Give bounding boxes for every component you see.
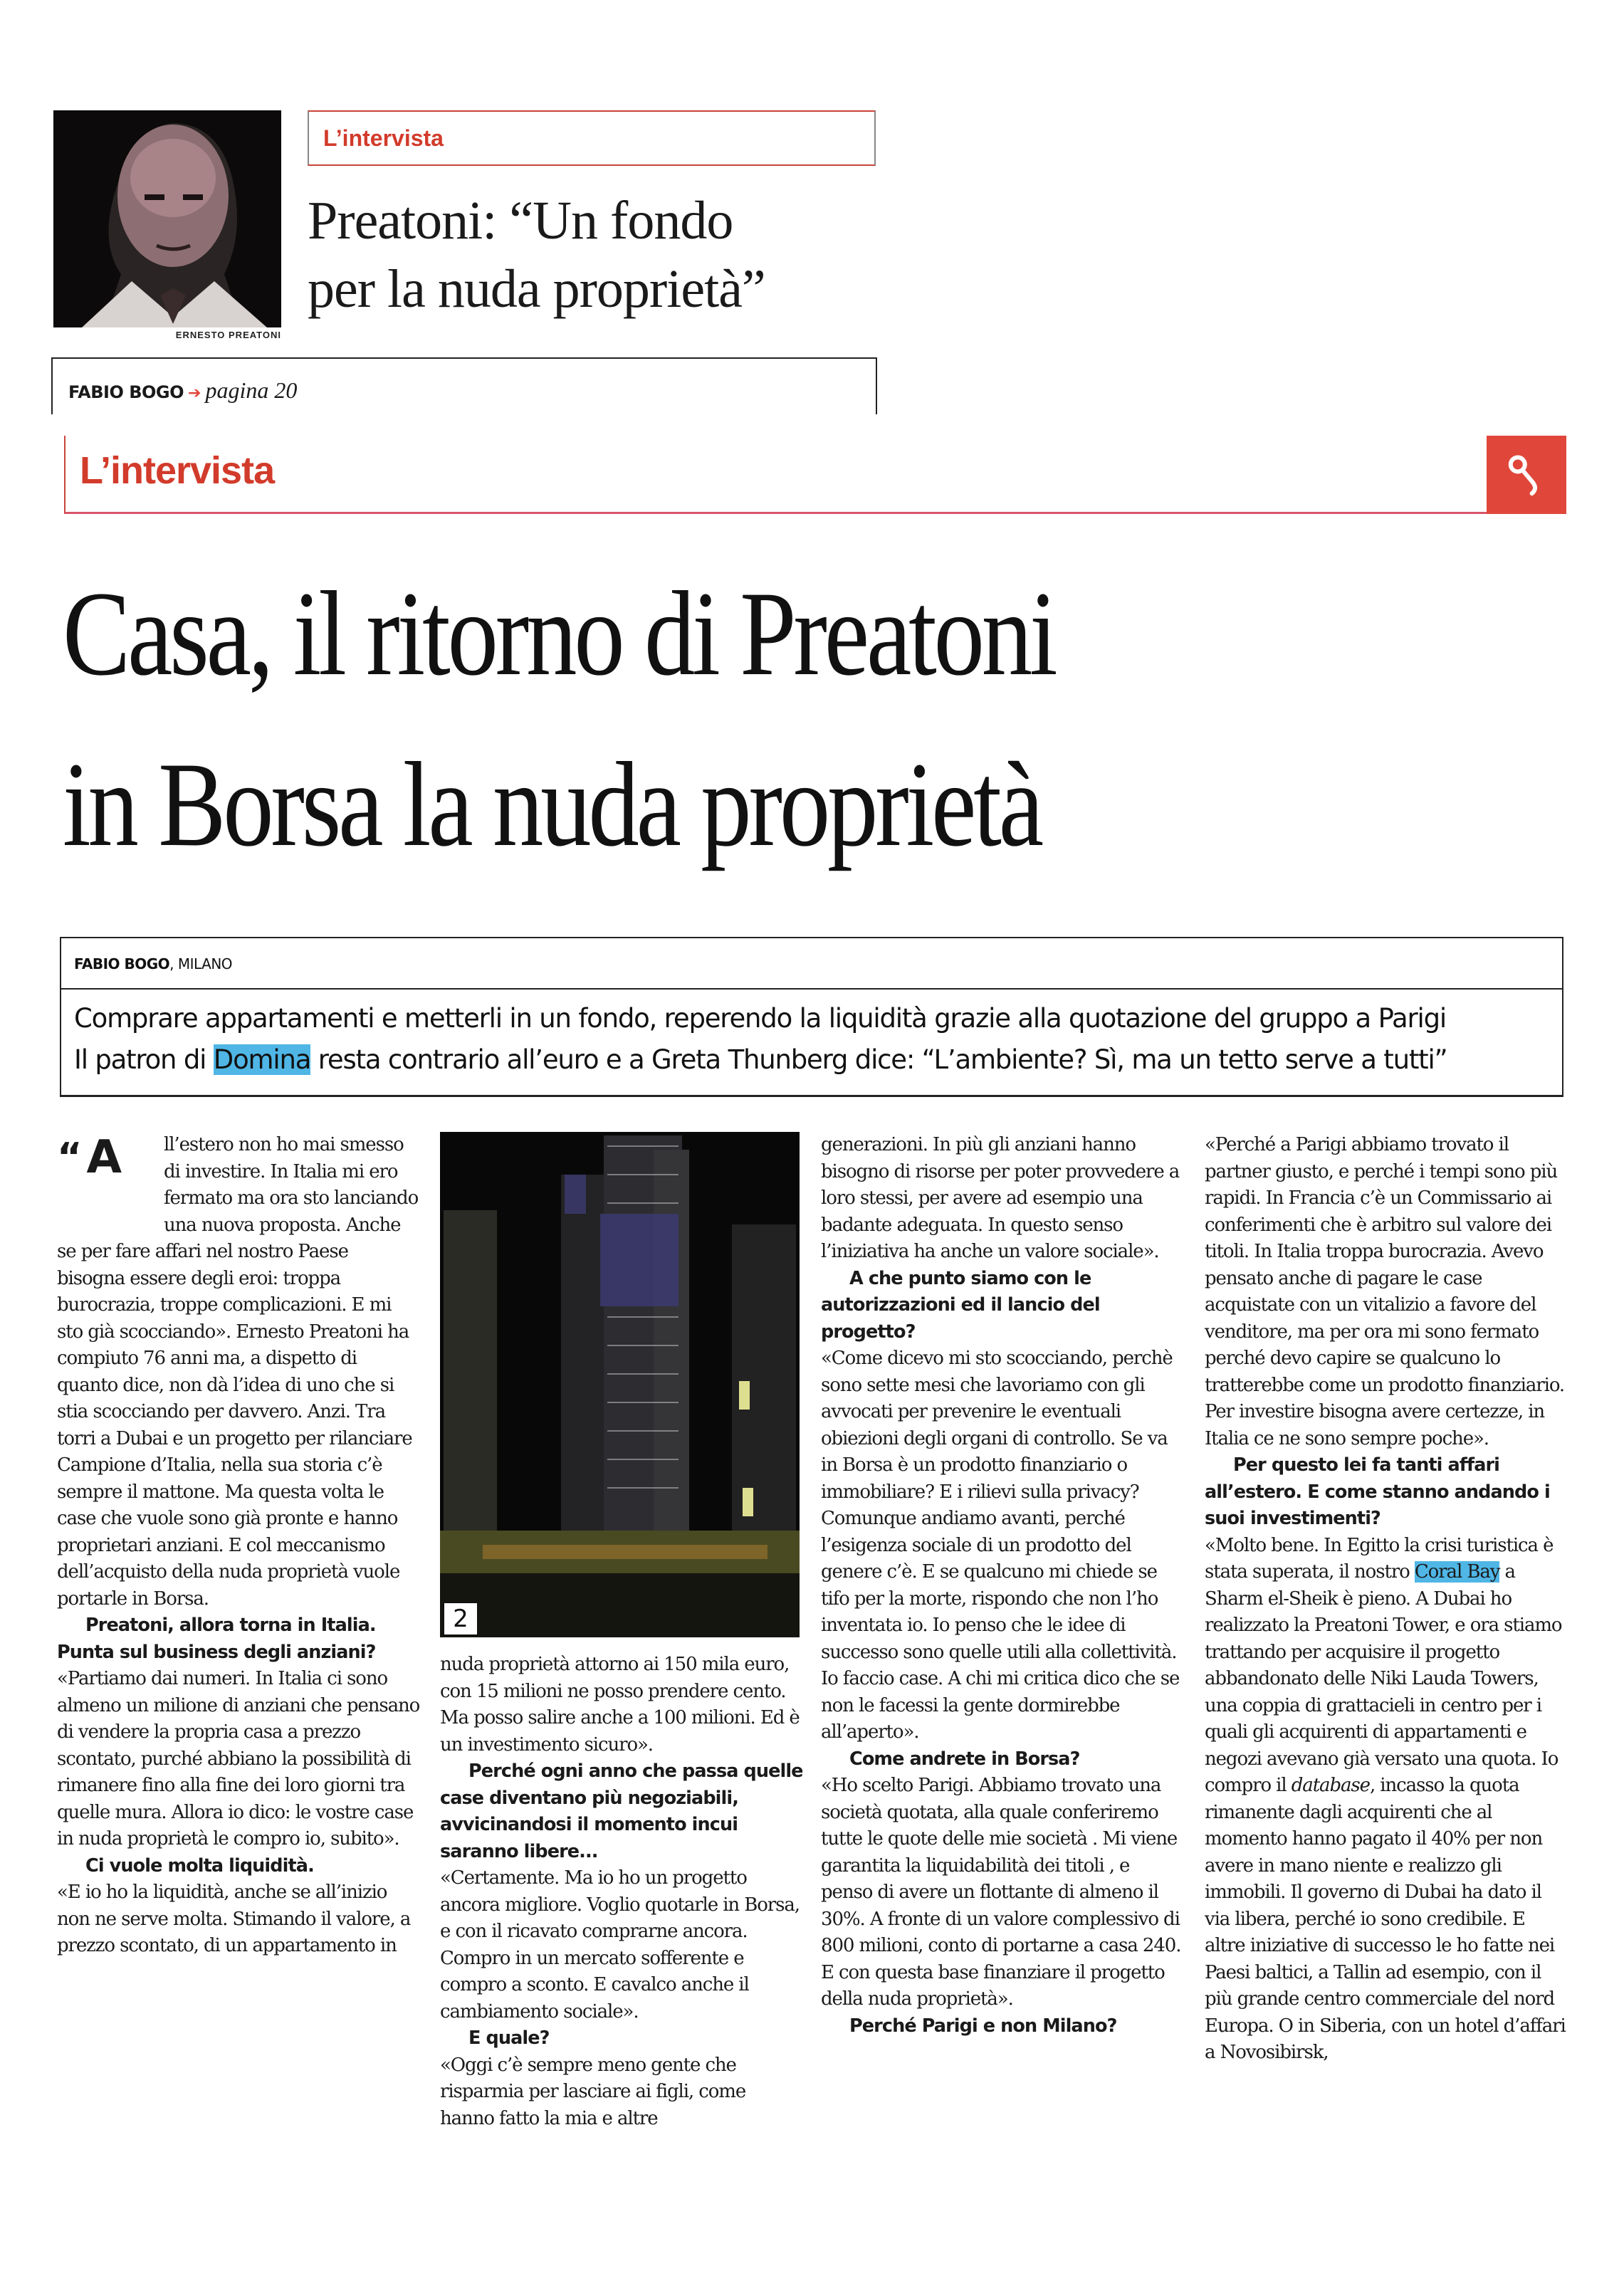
article-column-4 (1205, 1132, 1568, 2067)
arrow-right-icon: ➔ (188, 384, 201, 402)
main-headline (63, 548, 1348, 890)
byline-location: , MILANO (169, 955, 233, 972)
section-badge (1487, 436, 1566, 514)
section-label: L’intervista (80, 449, 275, 492)
headline-line-1: Casa, il ritorno di Preatoni (63, 567, 1055, 701)
interview-answer: «Certamente. Ma io ho un progetto ancora migliore. Voglio quotarle in Borsa, e con il ricavato comprarne ancora. Compro in un mercato sofferente e compro a sconto. E cavalco anche il cambiamento sociale». (440, 1867, 800, 2022)
summary-text: resta contrario all’euro e a Greta Thunberg dice: “L’ambiente? Sì, ma un tetto serve a tutti” (310, 1044, 1447, 1075)
interview-question: E quale? (468, 2027, 550, 2049)
interview-question: Preatoni, allora torna in Italia. Punta sul business degli anziani? (57, 1615, 376, 1663)
interview-answer: «Oggi c’è sempre meno gente che risparmia per lasciare ai figli, come hanno fatto la mia e altre (440, 2054, 746, 2129)
interview-question: A che punto siamo con le autorizzazioni ed il lancio del progetto? (821, 1267, 1100, 1343)
article-column-3 (821, 1132, 1184, 2040)
interview-answer: «E io ho la liquidità, anche se all’inizio non ne serve molta. Stimando il valore, a prezzo scontato, di un appartamento in (57, 1882, 411, 1956)
interview-answer: «Come dicevo mi sto scocciando, perchè sono sette mesi che lavoriamo con gli avvocati per prevenire le eventuali obiezioni degli organi di controllo. Se va in Borsa è un prodotto finanziario o immobiliare? E i rilievi sulla privacy? Comunque andiamo avanti, perché l’esigenza sociale di un prodotto del genere c’è. E se qualcuno mi chiede se tifo per la morte, rispondo che non l’ho inventata io. Io penso che le idee di successo sono quelle utili alla collettività. Io faccio case. A chi mi critica dico che se non le facessi la gente dormirebbe all’aperto». (821, 1348, 1180, 1743)
interview-answer: nuda proprietà attorno ai 150 mila euro, con 15 milioni ne posso prendere cento. Ma posso salire anche a 100 milioni. Ed è un investimento sicuro». (440, 1654, 800, 1756)
answer-text: a Sharm el-Sheik è pieno. A Dubai ho realizzato la Preatoni Tower, e ora stiamo trattando per acquisire il progetto abbandonato delle Niki Lauda Towers, una coppia di grattacieli in centro per i quali gli acquirenti di appartamenti e negozi avevano già versato una quota. Io compro il (1205, 1561, 1562, 1796)
headline-line-2: in Borsa la nuda proprietà (63, 738, 1041, 871)
teaser-byline[interactable] (68, 377, 297, 404)
article-byline (74, 955, 232, 972)
summary-line-1: Comprare appartamenti e metterli in un fondo, reperendo la liquidità grazie alla quotazione del gruppo a Parigi (74, 1003, 1446, 1034)
open-quote-mark: “ (57, 1135, 83, 1180)
interview-question: Ci vuole molta liquidità. (85, 1854, 314, 1877)
summary-text: Il patron di (74, 1044, 214, 1075)
teaser-title[interactable] (308, 187, 891, 323)
drop-cap-letter: A (86, 1131, 122, 1184)
teaser-author: FABIO BOGO (68, 382, 184, 402)
interview-answer: «Perché a Parigi abbiamo trovato il partner giusto, e perché i tempi sono più rapidi. In Francia c’è un Commissario ai conferimenti che è arbitro sul valore dei titoli. In Italia troppa burocrazia. Avevo pensato anche di pagare le case acquistate con un vitalizio a favore del venditore, ma per ora mi sono fermato perché devo capire se qualcuno lo tratterebbe come un prodotto finanziario. Per investire bisogna avere certezze, in Italia ce ne sono sempre poche». (1205, 1134, 1565, 1449)
italic-term: database (1291, 1775, 1370, 1796)
page-reference-link[interactable]: pagina 20 (205, 377, 298, 403)
interview-answer: generazioni. In più gli anziani hanno bisogno di risorse per poter provvedere a loro stessi, per avere ad esempio una badante adeguata. In questo senso l’iniziativa ha anche un valore sociale». (821, 1134, 1180, 1262)
section-header-bar (64, 436, 1565, 514)
lead-paragraph (57, 1132, 420, 1612)
answer-text: , incasso la quota rimanente dagli acquirenti che al momento hanno pagato il 40% per non avere in mano niente e realizzo gli immobili. Il governo di Dubai ha dato il via libera, perché io sono credibile. E altre iniziative di successo le ho fatte nei Paesi baltici, a Tallin ad esempio, con il più grande centro commerciale del nord Europa. O in Siberia, con un hotel d’affari a Novosibirsk, (1205, 1775, 1566, 2063)
article-column-2 (440, 1652, 803, 2132)
drop-cap (57, 1131, 164, 1236)
tower-photo (440, 1132, 800, 1637)
interview-question: Perché ogni anno che passa quelle case diventano più negoziabili, avvicinandosi il momento incui saranno libere... (440, 1761, 803, 1862)
portrait-photo (53, 110, 281, 327)
paragraph-text: ll’estero non ho mai smesso di investire. In Italia mi ero fermato ma ora sto lanciando una nuova proposta. Anche se per fare affari nel nostro Paese bisogna essere degli eroi: troppa burocrazia, troppe complicazioni. E mi sto già scocciando». Ernesto Preatoni ha compiuto 76 anni ma, a dispetto di quanto dice, non dà l’idea di uno che si stia scocciando per davvero. Anzi. Tra torri a Dubai e un progetto per rilanciare Campione d’Italia, nella sua storia c’è sempre il mattone. Ma questa volta le case che vuole sono già pronte e hanno proprietari anziani. E col meccanismo dell’acquisto della nuda proprietà vuole portarle in Borsa. (57, 1134, 419, 1610)
article-summary (74, 998, 1555, 1081)
teaser-section-tag: L’intervista (323, 125, 444, 151)
portrait-illustration (53, 110, 281, 327)
teaser-title-line-1: Preatoni: “Un fondo (308, 191, 733, 251)
night-skyline-illustration (440, 1132, 800, 1637)
interview-question: Per questo lei fa tanti affari all’estero. E come stanno andando i suoi investimenti? (1205, 1454, 1550, 1529)
byline-author: FABIO BOGO (74, 955, 170, 972)
answer-text: «Molto bene. In Egitto la crisi turistica è stata superata, il nostro (1205, 1534, 1554, 1583)
summary-divider (60, 988, 1563, 990)
photo-caption: ERNESTO PREATONI (175, 330, 281, 340)
interview-question: Perché Parigi e non Milano? (849, 2015, 1117, 2037)
interview-answer: «Ho scelto Parigi. Abbiamo trovato una società quotata, alla quale conferiremo tutte le quote delle mie società . Mi viene garantita la liquidabilità dei titoli , e penso di avere un flottante di almeno il 30%. A fronte di un valore complessivo di 800 milioni, conto di portarne a casa 240. E con questa base finanziare il progetto della nuda proprietà». (821, 1775, 1181, 2010)
article-column-1 (57, 1132, 420, 1960)
microphone-icon (1502, 450, 1551, 500)
interview-question: Come andrete in Borsa? (849, 1748, 1080, 1770)
interview-answer: «Partiamo dai numeri. In Italia ci sono almeno un milione di anziani che pensano di vendere la propria casa a prezzo scontato, purché abbiano la possibilità di rimanere fino alla fine dei loro giorni tra quelle mura. Allora io dico: le vostre case in nuda proprietà le compro io, subito». (57, 1668, 420, 1849)
photo-number-badge: 2 (443, 1602, 478, 1636)
highlighted-term-domina[interactable]: Domina (213, 1044, 311, 1075)
teaser-title-line-2: per la nuda proprietà” (308, 259, 765, 319)
interview-answer (1205, 1533, 1568, 2067)
highlighted-term-coral-bay[interactable]: Coral Bay (1414, 1561, 1500, 1583)
summary-line-2 (74, 1039, 1555, 1081)
